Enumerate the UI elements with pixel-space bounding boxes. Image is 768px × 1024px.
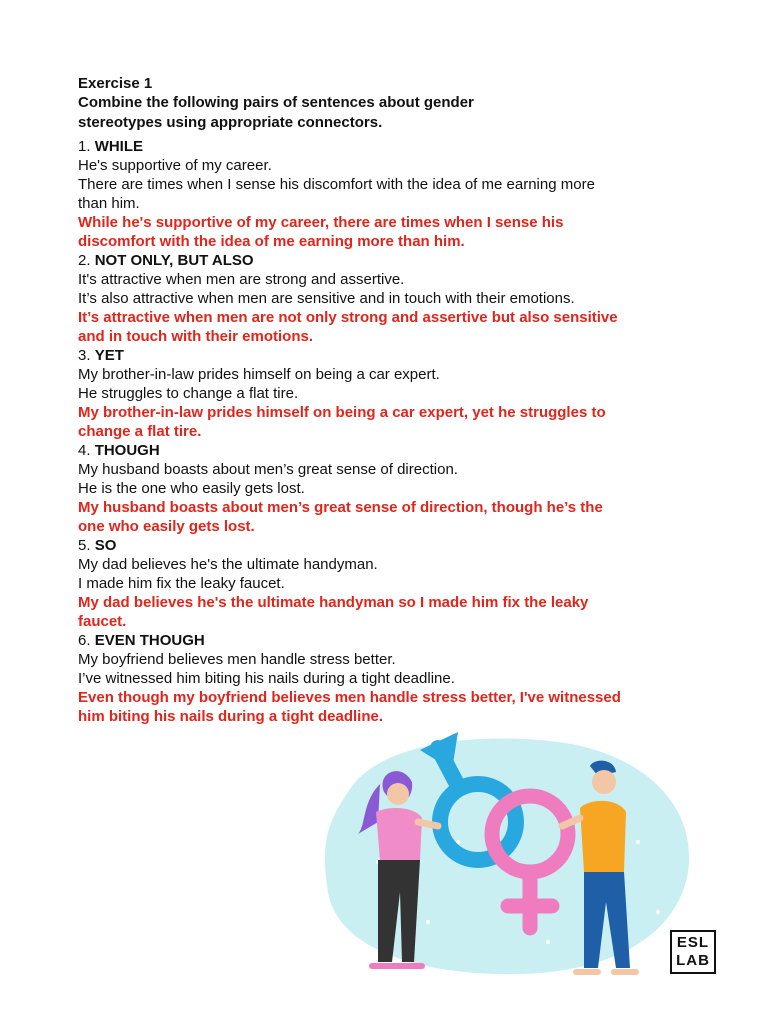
- logo-line-2: LAB: [676, 952, 710, 969]
- sentence-one: He's supportive of my career.: [78, 157, 272, 174]
- combined-answer-line-2: one who easily gets lost.: [78, 518, 255, 535]
- gender-symbols-illustration: [318, 722, 698, 984]
- sentence-two: I’ve witnessed him biting his nails during a tight deadline.: [78, 670, 455, 687]
- sentence-one: My brother-in-law prides himself on being a car expert.: [78, 366, 440, 383]
- item-heading: [78, 137, 698, 156]
- combined-answer-line-1: Even though my boyfriend believes men handle stress better, I've witnessed: [78, 689, 621, 706]
- sentence-two: He is the one who easily gets lost.: [78, 480, 305, 497]
- combined-answer-line-2: him biting his nails during a tight deadline.: [78, 708, 384, 725]
- item-number: 5.: [78, 537, 91, 554]
- item-connector: NOT ONLY, BUT ALSO: [94, 252, 254, 269]
- item-heading: [78, 346, 698, 365]
- item-connector: SO: [94, 537, 117, 554]
- exercise-item: [78, 631, 698, 726]
- item-connector: EVEN THOUGH: [94, 632, 205, 649]
- combined-answer-line-1: It’s attractive when men are not only strong and assertive but also sensitive: [78, 309, 618, 326]
- item-connector: THOUGH: [94, 442, 160, 459]
- sentence-two: It’s also attractive when men are sensitive and in touch with their emotions.: [78, 290, 575, 307]
- sentence-one: My dad believes he's the ultimate handyman.: [78, 556, 378, 573]
- sentence-two: I made him fix the leaky faucet.: [78, 575, 285, 592]
- sentence-two: He struggles to change a flat tire.: [78, 385, 299, 402]
- sentence-two: There are times when I sense his discomfort with the idea of me earning more: [78, 176, 595, 193]
- sentence-one: It's attractive when men are strong and assertive.: [78, 271, 405, 288]
- sentence-one: My boyfriend believes men handle stress better.: [78, 651, 396, 668]
- exercise-title: Exercise 1: [78, 75, 153, 92]
- item-number: 4.: [78, 442, 91, 459]
- instruction-line-1: Combine the following pairs of sentences about gender: [78, 94, 474, 111]
- exercise-item: [78, 137, 698, 251]
- exercise-item: [78, 346, 698, 441]
- item-number: 3.: [78, 347, 91, 364]
- exercise-items: [78, 137, 698, 726]
- item-heading: [78, 631, 698, 650]
- item-number: 2.: [78, 252, 91, 269]
- item-heading: [78, 441, 698, 460]
- exercise-item: [78, 251, 698, 346]
- item-number: 6.: [78, 632, 91, 649]
- exercise-item: [78, 441, 698, 536]
- item-connector: YET: [94, 347, 124, 364]
- sentence-two-continued: than him.: [78, 195, 140, 212]
- esl-lab-logo: [670, 930, 716, 974]
- logo-line-1: ESL: [676, 934, 710, 951]
- combined-answer-line-2: change a flat tire.: [78, 423, 202, 440]
- item-heading: [78, 251, 698, 270]
- sentence-one: My husband boasts about men’s great sense of direction.: [78, 461, 458, 478]
- combined-answer-line-2: faucet.: [78, 613, 127, 630]
- combined-answer-line-1: My brother-in-law prides himself on being a car expert, yet he struggles to: [78, 404, 606, 421]
- exercise-instruction: [78, 93, 698, 133]
- combined-answer-line-2: and in touch with their emotions.: [78, 328, 313, 345]
- item-number: 1.: [78, 138, 91, 155]
- combined-answer-line-1: My husband boasts about men’s great sense of direction, though he’s the: [78, 499, 603, 516]
- item-connector: WHILE: [94, 138, 144, 155]
- exercise-page: [78, 74, 698, 726]
- combined-answer-line-1: My dad believes he's the ultimate handyman so I made him fix the leaky: [78, 594, 589, 611]
- instruction-line-2: stereotypes using appropriate connectors.: [78, 114, 383, 131]
- combined-answer-line-2: discomfort with the idea of me earning more than him.: [78, 233, 465, 250]
- item-heading: [78, 536, 698, 555]
- exercise-item: [78, 536, 698, 631]
- combined-answer-line-1: While he's supportive of my career, there are times when I sense his: [78, 214, 564, 231]
